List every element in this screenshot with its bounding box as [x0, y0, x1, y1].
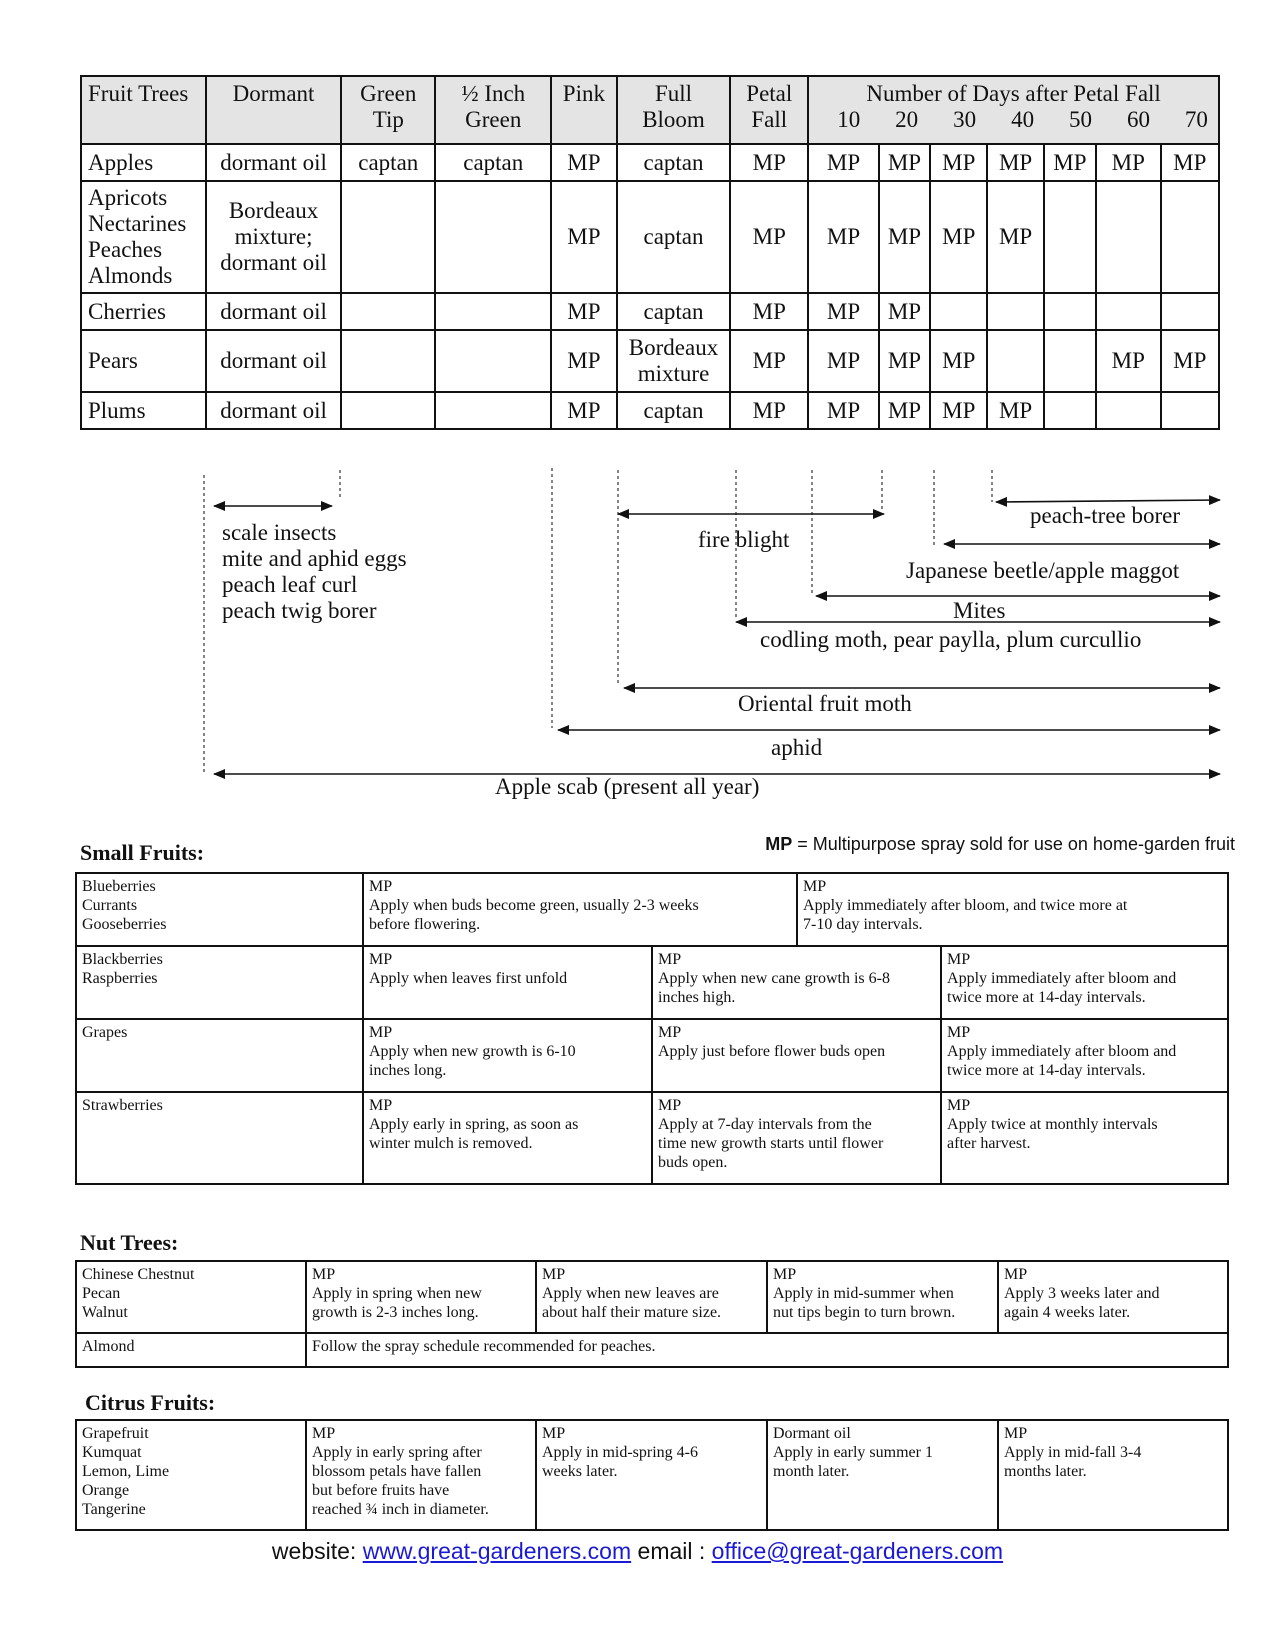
spray-cell [652, 1092, 941, 1184]
website-label: website: [271, 1538, 363, 1564]
spray-text: months later. [1004, 1463, 1087, 1480]
small-fruits-heading: Small Fruits: [80, 840, 205, 865]
label-fire-blight: fire blight [698, 527, 790, 552]
mp-legend-abbr: MP [765, 834, 793, 854]
pink-cell: MP [551, 392, 617, 429]
email-label: email : [631, 1538, 712, 1564]
spray-text: Apply immediately after bloom and [947, 970, 1177, 987]
header-dormant: Dormant [206, 76, 341, 144]
cell-line: Apricots [88, 185, 168, 210]
spray-text: before flowering. [369, 916, 481, 933]
spray-label: MP [312, 1266, 336, 1283]
spray-text: about half their mature size. [542, 1304, 722, 1321]
fruit-name-cell [76, 1019, 363, 1092]
cell-line: Almonds [88, 263, 173, 288]
spray-text: Apply in mid-summer when [773, 1285, 954, 1302]
spray-label: MP [1004, 1266, 1028, 1283]
spray-label: MP [369, 1097, 393, 1114]
spray-text: weeks later. [542, 1463, 618, 1480]
spray-cell [536, 1420, 767, 1530]
fruit-name: Lemon, Lime [82, 1463, 170, 1480]
pink-cell: MP [551, 293, 617, 330]
label-mites: Mites [953, 598, 1006, 623]
spray-cell [306, 1420, 536, 1530]
spray-text: after harvest. [947, 1135, 1031, 1152]
spray-text: Apply when leaves first unfold [369, 970, 568, 987]
spray-label: MP [542, 1425, 566, 1442]
days-after-cell: MP [987, 144, 1043, 181]
spray-text: time new growth starts until flower [658, 1135, 884, 1152]
fruit-name: Raspberries [82, 970, 158, 987]
spray-text: reached ¾ inch in diameter. [312, 1501, 489, 1518]
header-line: ½ Inch [461, 81, 526, 106]
spray-label: MP [369, 878, 393, 895]
cell-line: captan [643, 224, 704, 249]
days-after-cell: MP [879, 144, 930, 181]
cell-line: mixture; [234, 224, 313, 249]
petal-fall-cell: MP [730, 181, 808, 293]
cell-line: Bordeaux [228, 198, 319, 223]
citrus-table [75, 1419, 1229, 1531]
header-line: Fall [751, 107, 788, 132]
fruit-name-cell [76, 1420, 306, 1530]
fruit-name-cell [76, 873, 363, 946]
spray-cell [941, 946, 1228, 1019]
header-line: Green [465, 107, 522, 132]
pink-cell: MP [551, 330, 617, 392]
half-inch-green-cell: captan [435, 144, 551, 181]
pest-peach-leaf-curl: peach leaf curl [222, 572, 358, 597]
spray-text: twice more at 14-day intervals. [947, 1062, 1146, 1079]
cell-line: dormant oil [220, 250, 327, 275]
spray-cell [363, 1019, 652, 1092]
label-japanese-beetle: Japanese beetle/apple maggot [906, 558, 1180, 583]
spray-cell [998, 1261, 1228, 1333]
spray-text: winter mulch is removed. [369, 1135, 533, 1152]
dormant-pest-list [222, 520, 407, 624]
pest-scale-insects: scale insects [222, 520, 337, 545]
day-number: 30 [953, 107, 977, 132]
spray-cell [998, 1420, 1228, 1530]
days-after-cell: MP [879, 330, 930, 392]
spray-label: MP [947, 1097, 971, 1114]
spray-text: Apply when buds become green, usually 2-3 weeks [369, 897, 699, 914]
table-row [76, 1092, 1228, 1184]
petal-fall-cell: MP [730, 144, 808, 181]
spray-cell [652, 946, 941, 1019]
spray-text: Apply 3 weeks later and [1004, 1285, 1160, 1302]
table-row [76, 946, 1228, 1019]
arrow-peach-tree-borer [996, 500, 1220, 502]
spray-text: Apply immediately after bloom, and twice more at [803, 897, 1128, 914]
label-apple-scab: Apple scab (present all year) [495, 774, 760, 799]
spray-text: Apply in mid-fall 3-4 [1004, 1444, 1142, 1461]
days-after-cell: MP [987, 181, 1043, 293]
spray-text: blossom petals have fallen [312, 1463, 482, 1480]
days-after-cell: MP [808, 392, 879, 429]
spray-label: MP [803, 878, 827, 895]
label-peach-tree-borer: peach-tree borer [1030, 503, 1181, 528]
spray-text: nut tips begin to turn brown. [773, 1304, 956, 1321]
cell-line: Apples [88, 149, 154, 175]
days-after-cell: MP [1044, 144, 1096, 181]
spray-cell [941, 1019, 1228, 1092]
spray-cell [363, 873, 797, 946]
days-after-cell: MP [930, 330, 987, 392]
spray-label: MP [542, 1266, 566, 1283]
fruit-name: Grapefruit [82, 1425, 149, 1442]
cell-line: dormant oil [220, 298, 327, 324]
fruit-name: Tangerine [82, 1501, 146, 1518]
spray-label: MP [773, 1266, 797, 1283]
spray-label: MP [947, 1024, 971, 1041]
green-tip-cell: captan [341, 144, 435, 181]
days-after-cell: MP [1161, 330, 1219, 392]
spray-label: MP [369, 951, 393, 968]
spray-text: month later. [773, 1463, 850, 1480]
spray-text: Apply twice at monthly intervals [947, 1116, 1158, 1133]
header-days-title: Number of Days after Petal Fall [866, 81, 1161, 106]
spray-cell [652, 1019, 941, 1092]
spray-label: MP [947, 951, 971, 968]
spray-text: Apply immediately after bloom and [947, 1043, 1177, 1060]
header-fruit-trees: Fruit Trees [81, 76, 206, 144]
day-number: 50 [1069, 107, 1093, 132]
spray-text: buds open. [658, 1154, 728, 1171]
spray-label: MP [369, 1024, 393, 1041]
fruit-name: Chinese Chestnut [82, 1266, 195, 1283]
spray-cell [797, 873, 1228, 946]
header-line: Green [360, 81, 417, 106]
cell-line: Plums [88, 397, 146, 423]
days-after-cell: MP [879, 293, 930, 330]
cell-line: Pears [88, 348, 138, 373]
cell-line: Bordeaux [628, 335, 719, 360]
cell-line: captan [643, 298, 704, 324]
days-after-cell: MP [987, 392, 1043, 429]
label-oriental-fruit-moth: Oriental fruit moth [738, 691, 912, 716]
spray-text: Apply when new cane growth is 6-8 [658, 970, 890, 987]
header-line: Full [654, 81, 693, 106]
cell-line: Nectarines [88, 211, 187, 236]
petal-fall-cell: MP [730, 293, 808, 330]
spray-text: Apply when new leaves are [542, 1285, 719, 1302]
fruit-name: Orange [82, 1482, 130, 1499]
citrus-heading: Citrus Fruits: [85, 1390, 216, 1415]
spray-cell [363, 1092, 652, 1184]
spray-label: MP [658, 1024, 682, 1041]
pest-peach-twig-borer: peach twig borer [222, 598, 377, 623]
small-fruits-table [75, 872, 1229, 1185]
mp-legend [765, 834, 1235, 855]
spray-text: twice more at 14-day intervals. [947, 989, 1146, 1006]
spray-label: MP [658, 1097, 682, 1114]
website-link[interactable]: www.great-gardeners.com [362, 1538, 632, 1564]
header-pink: Pink [551, 76, 617, 144]
days-after-cell: MP [1096, 144, 1161, 181]
pink-cell: MP [551, 181, 617, 293]
footer-contact [0, 1538, 1275, 1565]
cell-line: Peaches [88, 237, 163, 262]
cell-line: captan [643, 149, 704, 175]
days-after-cell: MP [808, 293, 879, 330]
spray-cell [363, 946, 652, 1019]
spray-text: but before fruits have [312, 1482, 450, 1499]
spray-text: inches high. [658, 989, 736, 1006]
spray-text: inches long. [369, 1062, 447, 1079]
cell-line: mixture [637, 361, 710, 386]
fruit-name: Grapes [82, 1024, 128, 1041]
days-after-cell: MP [808, 330, 879, 392]
spray-cell [767, 1261, 998, 1333]
days-after-cell: MP [930, 181, 987, 293]
spray-label: MP [1004, 1425, 1028, 1442]
petal-fall-cell: MP [730, 330, 808, 392]
days-after-cell: MP [808, 144, 879, 181]
days-after-cell: MP [879, 181, 930, 293]
cell-line: dormant oil [220, 149, 327, 175]
day-number: 20 [895, 107, 919, 132]
nut-trees-heading: Nut Trees: [80, 1230, 179, 1255]
day-number: 40 [1011, 107, 1035, 132]
header-line: Bloom [642, 107, 705, 132]
day-number: 60 [1126, 107, 1150, 132]
days-after-cell: MP [1096, 330, 1161, 392]
petal-fall-cell: MP [730, 392, 808, 429]
cell-line: dormant oil [220, 397, 327, 423]
day-number: 70 [1184, 107, 1208, 132]
fruit-name-cell [76, 946, 363, 1019]
spray-text: Apply in early spring after [312, 1444, 482, 1461]
mp-legend-text: = Multipurpose spray sold for use on home-garden fruit [792, 834, 1235, 854]
fruit-name: Currants [82, 897, 138, 914]
days-after-cell: MP [808, 181, 879, 293]
cell-line: Cherries [88, 298, 166, 324]
days-after-cell: MP [879, 392, 930, 429]
table-row [76, 1420, 1228, 1530]
label-aphid: aphid [771, 735, 823, 760]
days-after-cell: MP [930, 392, 987, 429]
table-row [76, 1261, 1228, 1333]
spray-cell [306, 1261, 536, 1333]
fruit-name: Strawberries [82, 1097, 163, 1114]
fruit-name-cell [76, 1333, 306, 1367]
nut-trees-table [75, 1260, 1229, 1368]
spray-note-cell: Follow the spray schedule recommended for peaches. [306, 1333, 1228, 1367]
label-codling-moth: codling moth, pear paylla, plum curcullio [760, 627, 1142, 652]
fruit-name: Pecan [82, 1285, 121, 1302]
spray-text: Apply in early summer 1 [773, 1444, 933, 1461]
pest-mite-aphid-eggs: mite and aphid eggs [222, 546, 407, 571]
pest-timeline [0, 0, 1275, 800]
spray-text: growth is 2-3 inches long. [312, 1304, 479, 1321]
header-line: Tip [372, 107, 404, 132]
day-number: 10 [837, 107, 861, 132]
spray-text: Apply early in spring, as soon as [369, 1116, 579, 1133]
spray-text: again 4 weeks later. [1004, 1304, 1131, 1321]
spray-label: Dormant oil [773, 1425, 851, 1442]
spray-cell [536, 1261, 767, 1333]
cell-line: captan [643, 397, 704, 423]
cell-line: dormant oil [220, 348, 327, 373]
pink-cell: MP [551, 144, 617, 181]
fruit-name: Almond [82, 1338, 135, 1355]
spray-cell [941, 1092, 1228, 1184]
spray-text: 7-10 day intervals. [803, 916, 923, 933]
spray-cell [767, 1420, 998, 1530]
fruit-name-cell [76, 1261, 306, 1333]
email-link[interactable]: office@great-gardeners.com [711, 1538, 1004, 1564]
spray-label: MP [312, 1425, 336, 1442]
spray-text: Apply at 7-day intervals from the [658, 1116, 872, 1133]
header-line: Petal [746, 81, 793, 106]
fruit-name: Kumquat [82, 1444, 142, 1461]
days-after-cell: MP [930, 144, 987, 181]
fruit-name: Walnut [82, 1304, 128, 1321]
fruit-name: Blackberries [82, 951, 163, 968]
fruit-name-cell [76, 1092, 363, 1184]
table-row [76, 1019, 1228, 1092]
spray-label: MP [658, 951, 682, 968]
spray-text: Apply in spring when new [312, 1285, 482, 1302]
fruit-name: Gooseberries [82, 916, 167, 933]
table-row [76, 1333, 1228, 1367]
spray-text: Apply just before flower buds open [658, 1043, 886, 1060]
fruit-name: Blueberries [82, 878, 156, 895]
days-after-cell: MP [1161, 144, 1219, 181]
spray-text: Apply in mid-spring 4-6 [542, 1444, 698, 1461]
spray-text: Apply when new growth is 6-10 [369, 1043, 576, 1060]
table-row [76, 873, 1228, 946]
